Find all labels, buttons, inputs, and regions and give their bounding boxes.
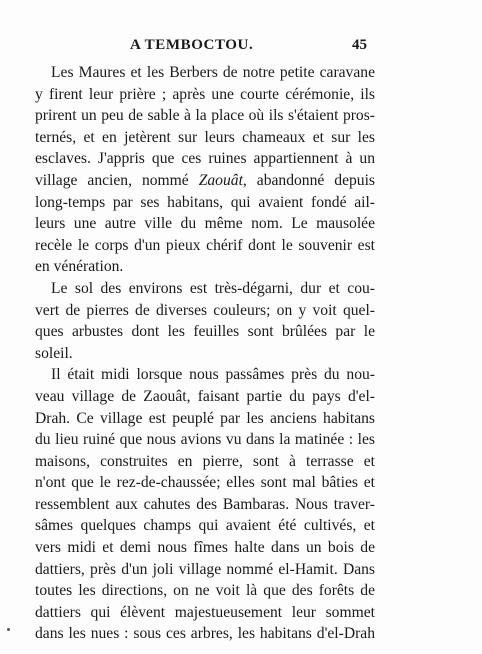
text-line: sâmes quelques champs qui avaient été cultivés, et (35, 517, 375, 535)
text-line: toutes les directions, on ne voit là que des forêts de (35, 582, 375, 600)
text-line: Les Maures et les Berbers de notre petite caravane (51, 64, 375, 81)
text-line: ques arbustes dont les feuilles sont brûlées par le (35, 323, 375, 341)
page-body (35, 62, 375, 645)
text-line: Drah. Ce village est peuplé par les anciens habitans (35, 409, 375, 427)
text-line: ressemblent aux cahutes des Bambaras. Nous traver- (35, 495, 375, 513)
margin-speck (7, 628, 10, 631)
text-line: du lieu ruiné que nous avions vu dans la matinée : les (35, 431, 375, 449)
text-line: n'ont que le rez-de-chaussée; elles sont mal bâties et (35, 474, 375, 492)
text-line: dattiers, près d'un joli village nommé el-Hamit. Dans (35, 560, 375, 578)
text-line: dans les nues : sous ces arbres, les habitans d'el-Drah (35, 625, 375, 643)
text-line: ternés, et en jetèrent sur leurs chameaux et sur les (35, 128, 375, 146)
text-line: prirent un peu de sable à la place où ils s'étaient pros- (35, 107, 375, 125)
page-header (130, 37, 375, 57)
text-line: leurs une autre ville du même nom. Le mausolée (35, 215, 375, 233)
text-line: vert de pierres de diverses couleurs; on y voit quel- (35, 301, 375, 319)
text-line: vers midi et demi nous fîmes halte dans un bois de (35, 539, 375, 557)
text-line: Le sol des environs est très-dégarni, dur et cou- (51, 279, 375, 297)
text-line: soleil. (35, 344, 73, 362)
text-line: y firent leur prière ; après une courte cérémonie, ils (35, 85, 375, 103)
text-line: village ancien, nommé Zaouât, abandonné depuis (35, 171, 375, 189)
text-line: en vénération. (35, 258, 124, 276)
text-line: dattiers qui élèvent majestueusement leur sommet (35, 603, 375, 621)
italic-place-name: Zaouât (198, 171, 243, 189)
text-line: veau village de Zaouât, faisant partie du pays d'el- (35, 387, 375, 405)
text-line: recèle le corps d'un pieux chérif dont le souvenir est (35, 236, 375, 254)
text-line: Il était midi lorsque nous passâmes près du nou- (51, 366, 375, 384)
text-line: maisons, construites en pierre, sont à terrasse et (35, 452, 375, 470)
text-line: esclaves. J'appris que ces ruines appartiennent à un (35, 150, 375, 168)
text-line: long-temps par ses habitans, qui avaient fondé ail- (35, 193, 375, 211)
page-number: 45 (352, 37, 367, 53)
running-title: A TEMBOCTOU. (130, 37, 254, 53)
